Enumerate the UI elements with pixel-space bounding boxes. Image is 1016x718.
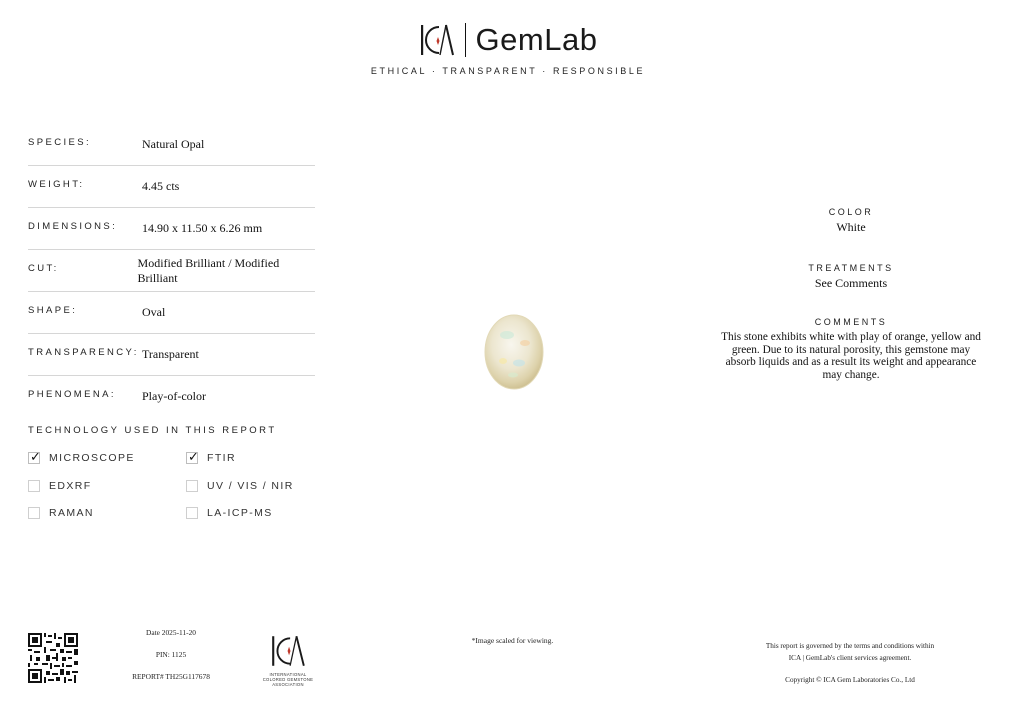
spec-row-shape [28, 292, 315, 334]
tagline: ETHICAL · TRANSPARENT · RESPONSIBLE [370, 66, 646, 76]
terms-line-2: ICA | GemLab's client services agreement. [788, 654, 912, 662]
spec-value: Natural Opal [142, 137, 205, 151]
tech-item-raman [28, 507, 94, 519]
spec-value: Play-of-color [142, 389, 206, 403]
treatments-value: See Comments [814, 276, 888, 290]
tech-label: MICROSCOPE [49, 452, 135, 464]
seal-caption: INTERNATIONAL COLORED GEMSTONE ASSOCIATION [262, 672, 314, 687]
spec-row-species [28, 124, 315, 166]
spec-row-transparency [28, 334, 315, 376]
check-icon: ✓ [30, 449, 43, 464]
comments-label: COMMENTS [814, 317, 888, 327]
checkbox-unchecked [28, 507, 40, 519]
spec-value: Transparent [142, 347, 199, 361]
checkbox-checked [186, 449, 201, 464]
comments-value: This stone exhibits white with play of orange, yellow and green. Due to its natural porosity, this gemstone may absorb liquids and as a result its weight and appearance may change. [721, 331, 981, 381]
spec-value: 4.45 cts [142, 179, 180, 193]
tech-item-la-icp-ms [186, 507, 273, 519]
checkbox-unchecked [28, 480, 40, 492]
checkbox-unchecked [186, 507, 198, 519]
checkbox-checked [28, 449, 43, 464]
color-section [720, 207, 982, 235]
spec-label: WEIGHT: [28, 179, 85, 190]
tech-label: RAMAN [49, 507, 94, 519]
color-label: COLOR [828, 207, 874, 217]
comments-section [720, 317, 982, 381]
report-number: REPORT# TH25G117678 [132, 672, 210, 681]
tech-item-uv-vis-nir [186, 480, 294, 492]
logo-divider [465, 23, 466, 57]
ica-association-seal [258, 634, 318, 687]
tech-item-microscope [28, 449, 135, 464]
ica-seal-icon [269, 634, 307, 668]
spec-label: PHENOMENA: [28, 389, 116, 400]
tech-label: LA-ICP-MS [207, 507, 273, 519]
spec-label: DIMENSIONS: [28, 221, 118, 232]
spec-row-dimensions [28, 208, 315, 250]
ica-logo-icon [419, 22, 455, 58]
spec-label: SHAPE: [28, 305, 78, 316]
spec-value: 14.90 x 11.50 x 6.26 mm [142, 221, 263, 235]
spec-label: SPECIES: [28, 137, 92, 148]
spec-row-cut [28, 250, 315, 292]
spec-label: TRANSPARENCY: [28, 347, 139, 358]
spec-row-phenomena [28, 376, 315, 417]
color-value: White [836, 220, 866, 234]
tech-item-edxrf [28, 480, 92, 492]
spec-value: Oval [142, 305, 166, 319]
tech-label: EDXRF [49, 480, 92, 492]
technology-title: TECHNOLOGY USED IN THIS REPORT [28, 425, 277, 436]
qr-code-icon [28, 633, 78, 683]
specs-table [28, 124, 315, 417]
spec-row-weight [28, 166, 315, 208]
header-brand [0, 22, 1016, 63]
spec-value: Modified Brilliant / Modified Brilliant [137, 255, 280, 285]
treatments-section [720, 263, 982, 291]
tech-item-ftir [186, 449, 236, 464]
tech-label: FTIR [207, 452, 236, 464]
tech-label: UV / VIS / NIR [207, 480, 294, 492]
report-pin: PIN: 1125 [155, 650, 187, 659]
report-date: Date 2025-11-20 [145, 628, 196, 637]
spec-label: CUT: [28, 263, 59, 274]
brand-name: GemLab [475, 22, 598, 57]
copyright: Copyright © ICA Gem Laboratories Co., Ltd [785, 676, 915, 684]
treatments-label: TREATMENTS [808, 263, 894, 273]
check-icon: ✓ [188, 449, 201, 464]
terms-line-1: This report is governed by the terms and conditions within [765, 642, 935, 650]
checkbox-unchecked [186, 480, 198, 492]
opal-stone-image [483, 313, 545, 391]
image-scale-note: *Image scaled for viewing. [471, 636, 554, 645]
